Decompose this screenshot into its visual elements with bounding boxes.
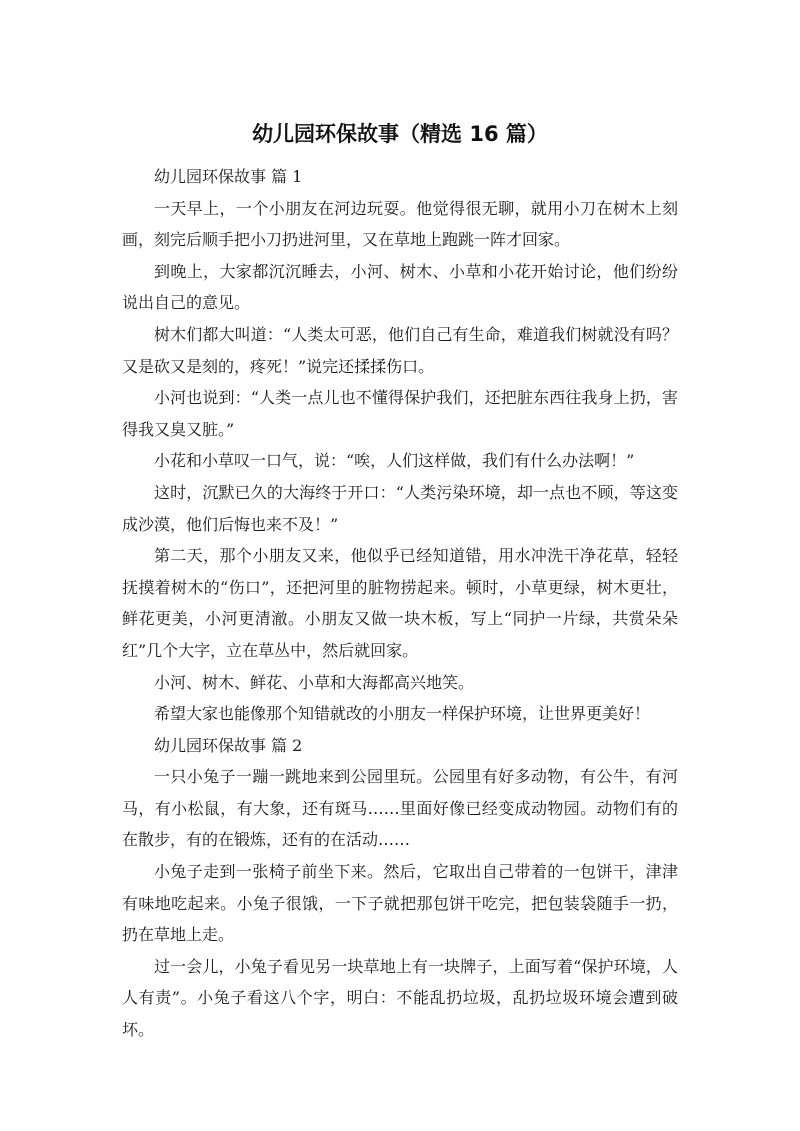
paragraph: 小花和小草叹一口气，说：“唉，人们这样做，我们有什么办法啊！”: [154, 451, 635, 471]
paragraph: 这时，沉默已久的大海终于开口：“人类污染环境，却一点也不顾，等这变成沙漠，他们后悔也来不及！”: [122, 482, 678, 534]
paragraph: 到晚上，大家都沉沉睡去，小河、树木、小草和小花开始讨论，他们纷纷说出自己的意见。: [122, 261, 678, 313]
paragraph: 小河也说到：“人类一点儿也不懂得保护我们，还把脏东西往我身上扔，害得我又臭又脏。”: [122, 388, 678, 439]
paragraph: 第二天，那个小朋友又来，他似乎已经知道错，用水冲洗干净花草，轻轻抚摸着树木的“伤口”，还把河里的脏物捞起来。顿时，小草更绿，树木更壮，鲜花更美，小河更清澈。小朋友又做一块木板，写上“同护一片绿，共赏朵朵红”几个大字，立在草丛中，然后就回家。: [122, 546, 678, 660]
paragraph: 一天早上，一个小朋友在河边玩耍。他觉得很无聊，就用小刀在树木上刻画，刻完后顺手把小刀扔进河里，又在草地上跑跳一阵才回家。: [122, 198, 678, 250]
paragraph: 树木们都大叫道：“人类太可恶，他们自己有生命，难道我们树就没有吗？又是砍又是刻的，疼死！”说完还揉揉伤口。: [122, 324, 678, 376]
section-heading: 幼儿园环保故事 篇 1: [154, 167, 303, 186]
paragraph: 希望大家也能像那个知错就改的小朋友一样保护环境，让世界更美好！: [154, 704, 651, 724]
paragraph: 一只小兔子一蹦一跳地来到公园里玩。公园里有好多动物，有公牛，有河马，有小松鼠，有大象，还有斑马……里面好像已经变成动物园。动物们有的在散步，有的在锻炼，还有的在活动……: [122, 767, 678, 850]
document-title: 幼儿园环保故事（精选 16 篇）: [252, 122, 548, 146]
section-heading: 幼儿园环保故事 篇 2: [154, 735, 303, 755]
paragraph: 小兔子走到一张椅子前坐下来。然后，它取出自己带着的一包饼干，津津有味地吃起来。小兔子很饿，一下子就把那包饼干吃完，把包装袋随手一扔，扔在草地上走。: [122, 862, 678, 945]
paragraph: 小河、树木、鲜花、小草和大海都高兴地笑。: [154, 672, 475, 692]
paragraph: 过一会儿，小兔子看见另一块草地上有一块牌子，上面写着“保护环境，人人有责”。小兔子看这八个字，明白：不能乱扔垃圾，乱扔垃圾环境会遭到破坏。: [122, 956, 678, 1040]
document-body: [122, 161, 678, 1046]
